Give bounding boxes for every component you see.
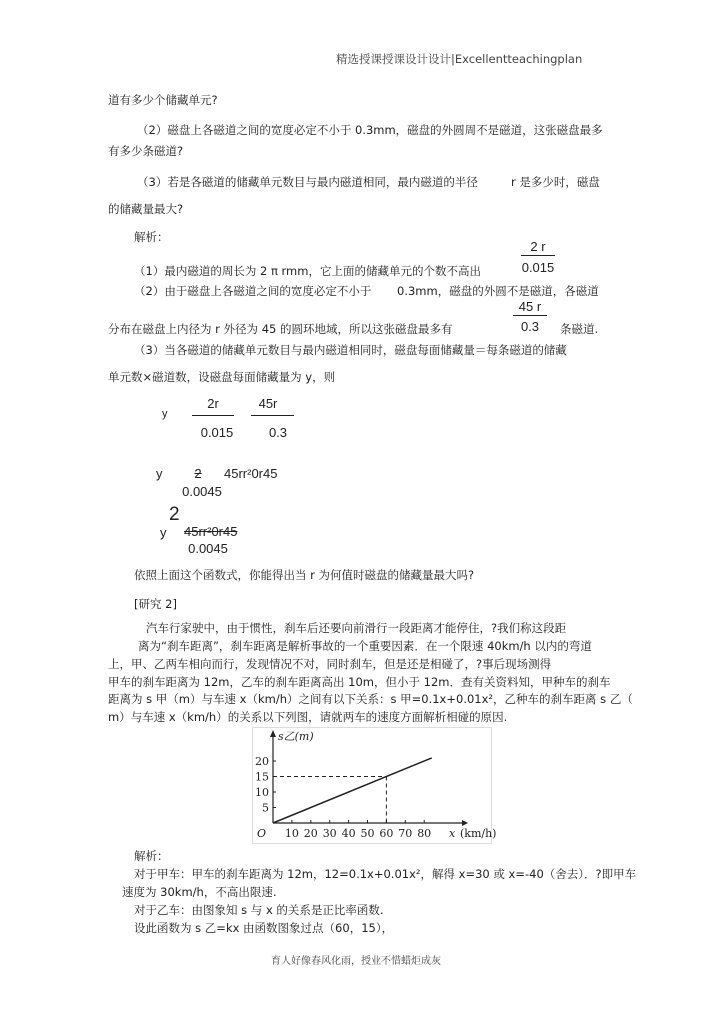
- text-line: m）与车速 x（km/h）的关系以下列图，请就两车的速度方面解析相碰的原因.: [108, 710, 508, 724]
- text-line: 速度为 30km/h，不高出限速.: [122, 885, 277, 899]
- x-tick-label: 80: [417, 827, 432, 840]
- equation-expression: 45rr²0r45: [224, 466, 278, 481]
- text-line: 对于乙车：由图象知 s 与 x 的关系是正比率函数.: [134, 903, 384, 917]
- section-label: 解析：: [134, 230, 169, 244]
- fraction-bar: [192, 415, 234, 416]
- x-axis-label: x: [449, 827, 456, 840]
- y-axis-label: s乙(m): [278, 730, 314, 743]
- fraction-numerator: 45r: [258, 396, 278, 411]
- x-tick-label: 10: [284, 827, 299, 840]
- y-tick-label: 20: [255, 755, 269, 768]
- y-tick-label: 15: [255, 770, 269, 784]
- fraction-denominator: 0.0045: [188, 541, 228, 556]
- text-line: （2）由于磁盘上各磁道之间的宽度必定不小于: [134, 284, 372, 298]
- section-heading: [研究 2]: [134, 597, 177, 611]
- x-tick-label: 30: [322, 827, 337, 840]
- braking-distance-chart: [252, 727, 497, 844]
- page-header: 精选授课授课设计设计|Excellentteachingplan: [336, 52, 583, 66]
- equation-var: y: [156, 466, 163, 481]
- fraction-denominator: 0.3: [520, 319, 540, 334]
- fraction-denominator: 0.3: [268, 425, 288, 440]
- section-label: 解析：: [134, 849, 169, 863]
- text-line: 甲车的刹车距离为 12m，乙车的刹车距离高出 10m，但小于 12m．查有关资料知，甲种车的刹车: [108, 675, 611, 689]
- text-line: r 是多少时，磁盘: [511, 175, 600, 189]
- text-line: （3）若是各磁道的储藏单元数目与最内磁道相同，最内磁道的半径: [137, 175, 478, 189]
- equation-var: y: [162, 408, 168, 420]
- fraction-numerator: 2r: [207, 396, 219, 411]
- text-line: 0.3mm，磁盘的外圆不是磁道，各磁道: [397, 284, 599, 298]
- text-line: 依照上面这个函数式，你能得出当 r 为何值时磁盘的储藏量最大吗?: [134, 568, 475, 582]
- x-tick-label: 50: [360, 827, 375, 840]
- text-line: 对于甲车：甲车的刹车距离为 12m，12=0.1x+0.01x²，解得 x=30 或 x=-40（舍去）．?即甲车: [134, 867, 637, 881]
- x-tick-label: 20: [303, 827, 318, 840]
- fraction-numerator: 45 r: [518, 299, 542, 314]
- text-line: （3）当各磁道的储藏单元数目与最内磁道相同时，磁盘每面储藏量＝每条磁道的储藏: [134, 343, 567, 357]
- equation-exponent: 2: [169, 504, 180, 525]
- text-line: （2）磁盘上各磁道之间的宽度必定不小于 0.3mm，磁盘的外圆周不是磁道，这张磁盘最多: [137, 123, 603, 137]
- x-axis-unit: (km/h): [460, 827, 497, 840]
- text-line: 上，甲、乙两车相向而行，发现情况不对，同时刹车，但是还是相碰了，?事后现场测得: [108, 657, 552, 671]
- text-line: 单元数×磁道数，设磁盘每面储藏量为 y，则: [108, 370, 336, 384]
- text-line: 设此函数为 s 乙=kx 由函数图象过点（60，15），: [134, 921, 394, 935]
- y-tick-label: 5: [262, 801, 269, 815]
- page-footer: 育人好像春风化雨，授业不惜蜡炬成灰: [271, 956, 441, 967]
- text-line: 条磁道.: [560, 322, 599, 336]
- equation-expression: 45rr²0r45: [184, 524, 238, 539]
- fraction-bar: [521, 255, 555, 256]
- text-line: 离为“刹车距离”，刹车距离是解析事故的一个重要因素．在一个限速 40km/h 以内的弯道: [138, 639, 592, 653]
- fraction-denominator: 0.015: [200, 425, 234, 440]
- fraction-bar: [251, 415, 294, 416]
- equation-var: y: [160, 525, 167, 540]
- fraction-denominator: 0.015: [521, 260, 555, 275]
- text-line: （1）最内磁道的周长为 2 π rmm，它上面的储藏单元的个数不高出: [134, 264, 481, 278]
- origin-label: O: [257, 827, 267, 840]
- text-line: 的储藏量最大?: [108, 202, 184, 216]
- fraction-denominator: 0.0045: [182, 484, 222, 499]
- text-line: 有多少条磁道?: [108, 144, 184, 158]
- x-tick-label: 60: [379, 827, 394, 840]
- text-line: 汽车行家驶中，由于惯性，刹车后还要向前滑行一段距离才能停住，?我们称这段距: [146, 621, 567, 635]
- fraction-bar: [513, 315, 547, 316]
- text-line: 分布在磁盘上内径为 r 外径为 45 的圆环地域，所以这张磁盘最多有: [108, 322, 453, 336]
- y-tick-label: 10: [255, 786, 269, 799]
- x-tick-label: 70: [398, 827, 413, 840]
- fraction-numerator: 2 r: [530, 239, 546, 254]
- x-tick-label: 40: [341, 827, 356, 840]
- fraction-numerator: 2: [194, 466, 202, 481]
- text-line: 距离为 s 甲（m）与车速 x（km/h）之间有以下关系：s 甲=0.1x+0.01x²，乙种车的刹车距离 s 乙（: [108, 692, 633, 706]
- text-line: 道有多少个储藏单元?: [108, 93, 218, 107]
